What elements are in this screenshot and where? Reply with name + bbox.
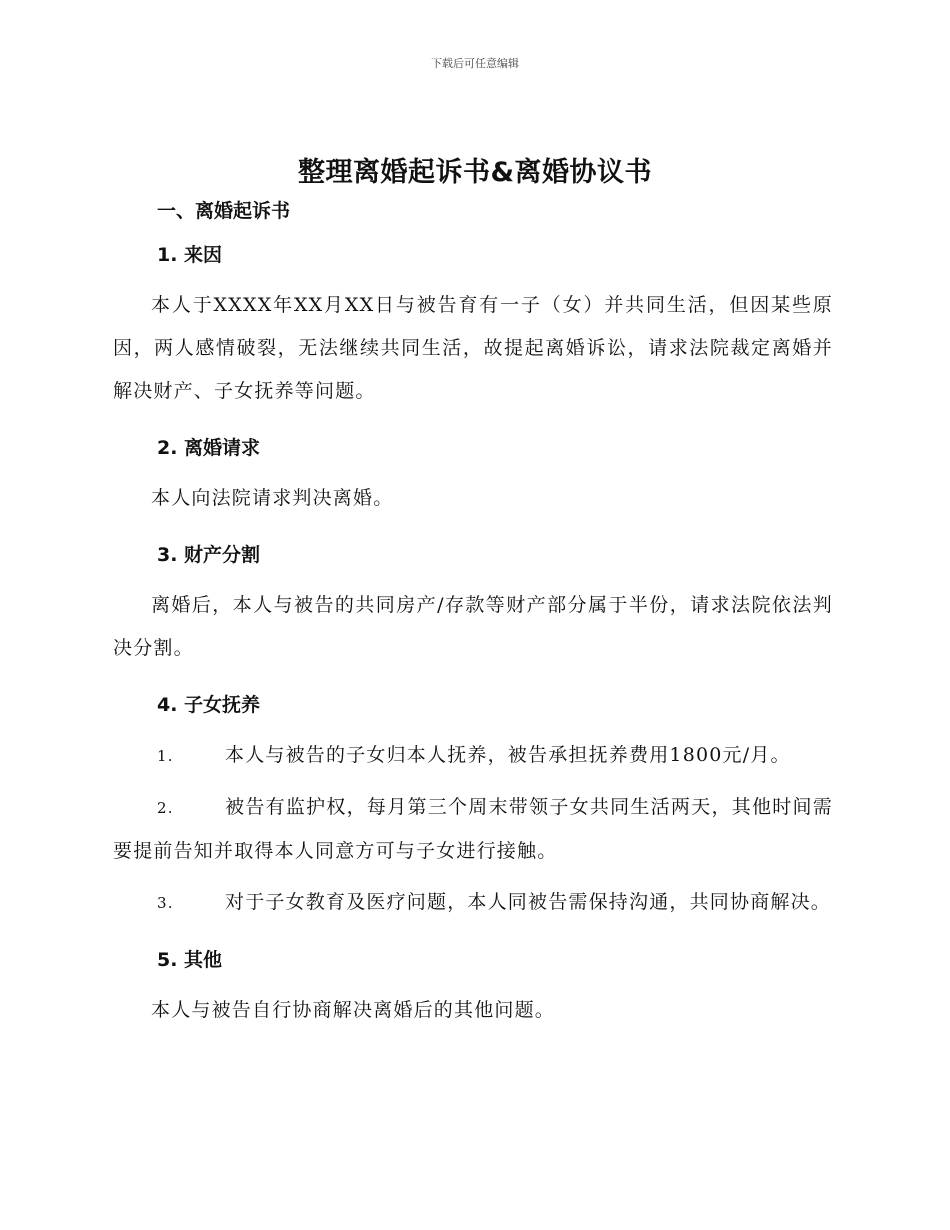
section-heading: 一、离婚起诉书 (157, 200, 291, 222)
header-note: 下载后可任意编辑 (431, 57, 519, 70)
paragraph-property-division: 离婚后，本人与被告的共同房产/存款等财产部分属于半份，请求法院依法判决分割。 (113, 594, 833, 659)
subheading-divorce-request: 2. 离婚请求 (157, 437, 261, 459)
paragraph-reason: 本人于XXXX年XX月XX日与被告育有一子（女）并共同生活，但因某些原因，两人感情破裂，无法继续共同生活，故提起离婚诉讼，请求法院裁定离婚并解决财产、子女抚养等问题。 (113, 294, 833, 402)
paragraph-divorce-request: 本人向法院请求判决离婚。 (151, 487, 394, 509)
list-number: 2. (157, 799, 174, 817)
list-text: 本人与被告的子女归本人抚养，被告承担抚养费用1800元/月。 (225, 744, 791, 766)
list-text: 被告有监护权，每月第三个周末带领子女共同生活两天，其他时间需要提前告知并取得本人同意方可与子女进行接触。 (113, 796, 833, 862)
list-number: 1. (157, 747, 174, 765)
list-item (113, 734, 833, 778)
subheading-reason: 1. 来因 (157, 244, 223, 266)
subheading-property-division: 3. 财产分割 (157, 544, 261, 566)
subheading-child-custody: 4. 子女抚养 (157, 694, 261, 716)
subheading-other: 5. 其他 (157, 949, 223, 971)
list-item (113, 881, 833, 925)
list-item (113, 786, 833, 873)
list-text: 对于子女教育及医疗问题，本人同被告需保持沟通，共同协商解决。 (225, 891, 832, 913)
document-body (113, 196, 833, 1032)
paragraph-other: 本人与被告自行协商解决离婚后的其他问题。 (151, 999, 556, 1021)
document-title: 整理离婚起诉书&离婚协议书 (297, 157, 653, 188)
list-number: 3. (157, 894, 174, 912)
